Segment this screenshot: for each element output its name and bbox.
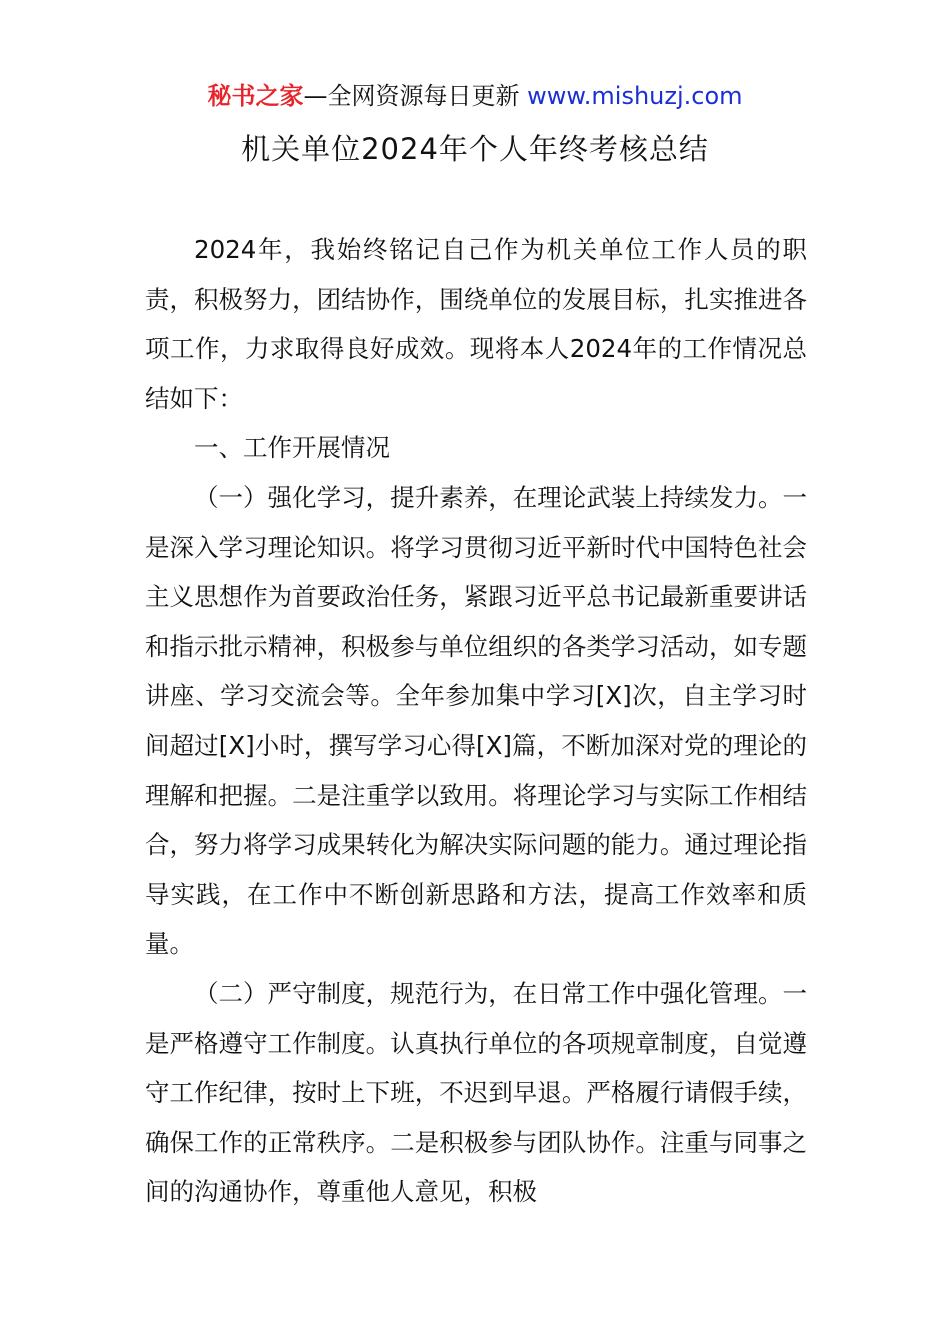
paragraph-intro: 2024年，我始终铭记自己作为机关单位工作人员的职责，积极努力，团结协作，围绕单位的发展目标，扎实推进各项工作，力求取得良好成效。现将本人2024年的工作情况总结如下：: [145, 235, 807, 413]
site-brand: 秘书之家: [207, 82, 304, 110]
paragraph-discipline: （二）严守制度，规范行为，在日常工作中强化管理。一是严格遵守工作制度。认真执行单位的各项规章制度，自觉遵守工作纪律，按时上下班，不迟到早退。严格履行请假手续，确保工作的正常秩序。二是积极参与团队协作。注重与同事之间的沟通协作，尊重他人意见，积极: [145, 978, 807, 1207]
document-body: [145, 225, 807, 1217]
site-tagline: —全网资源每日更新: [303, 82, 528, 110]
document-title: 机关单位2024年个人年终考核总结: [241, 132, 709, 166]
site-url-link[interactable]: www.mishuzj.com: [527, 82, 743, 110]
section-heading: 一、工作开展情况: [194, 433, 390, 463]
paragraph-study: （一）强化学习，提升素养，在理论武装上持续发力。一是深入学习理论知识。将学习贯彻习近平新时代中国特色社会主义思想作为首要政治任务，紧跟习近平总书记最新重要讲话和指示批示精神，积极参与单位组织的各类学习活动，如专题讲座、学习交流会等。全年参加集中学习[X]次，自主学习时间超过[X]小时，撰写学习心得[X]篇，不断加深对党的理论的理解和把握。二是注重学以致用。将理论学习与实际工作相结合，努力将学习成果转化为解决实际问题的能力。通过理论指导实践，在工作中不断创新思路和方法，提高工作效率和质量。: [145, 482, 807, 959]
site-header: [0, 78, 950, 114]
